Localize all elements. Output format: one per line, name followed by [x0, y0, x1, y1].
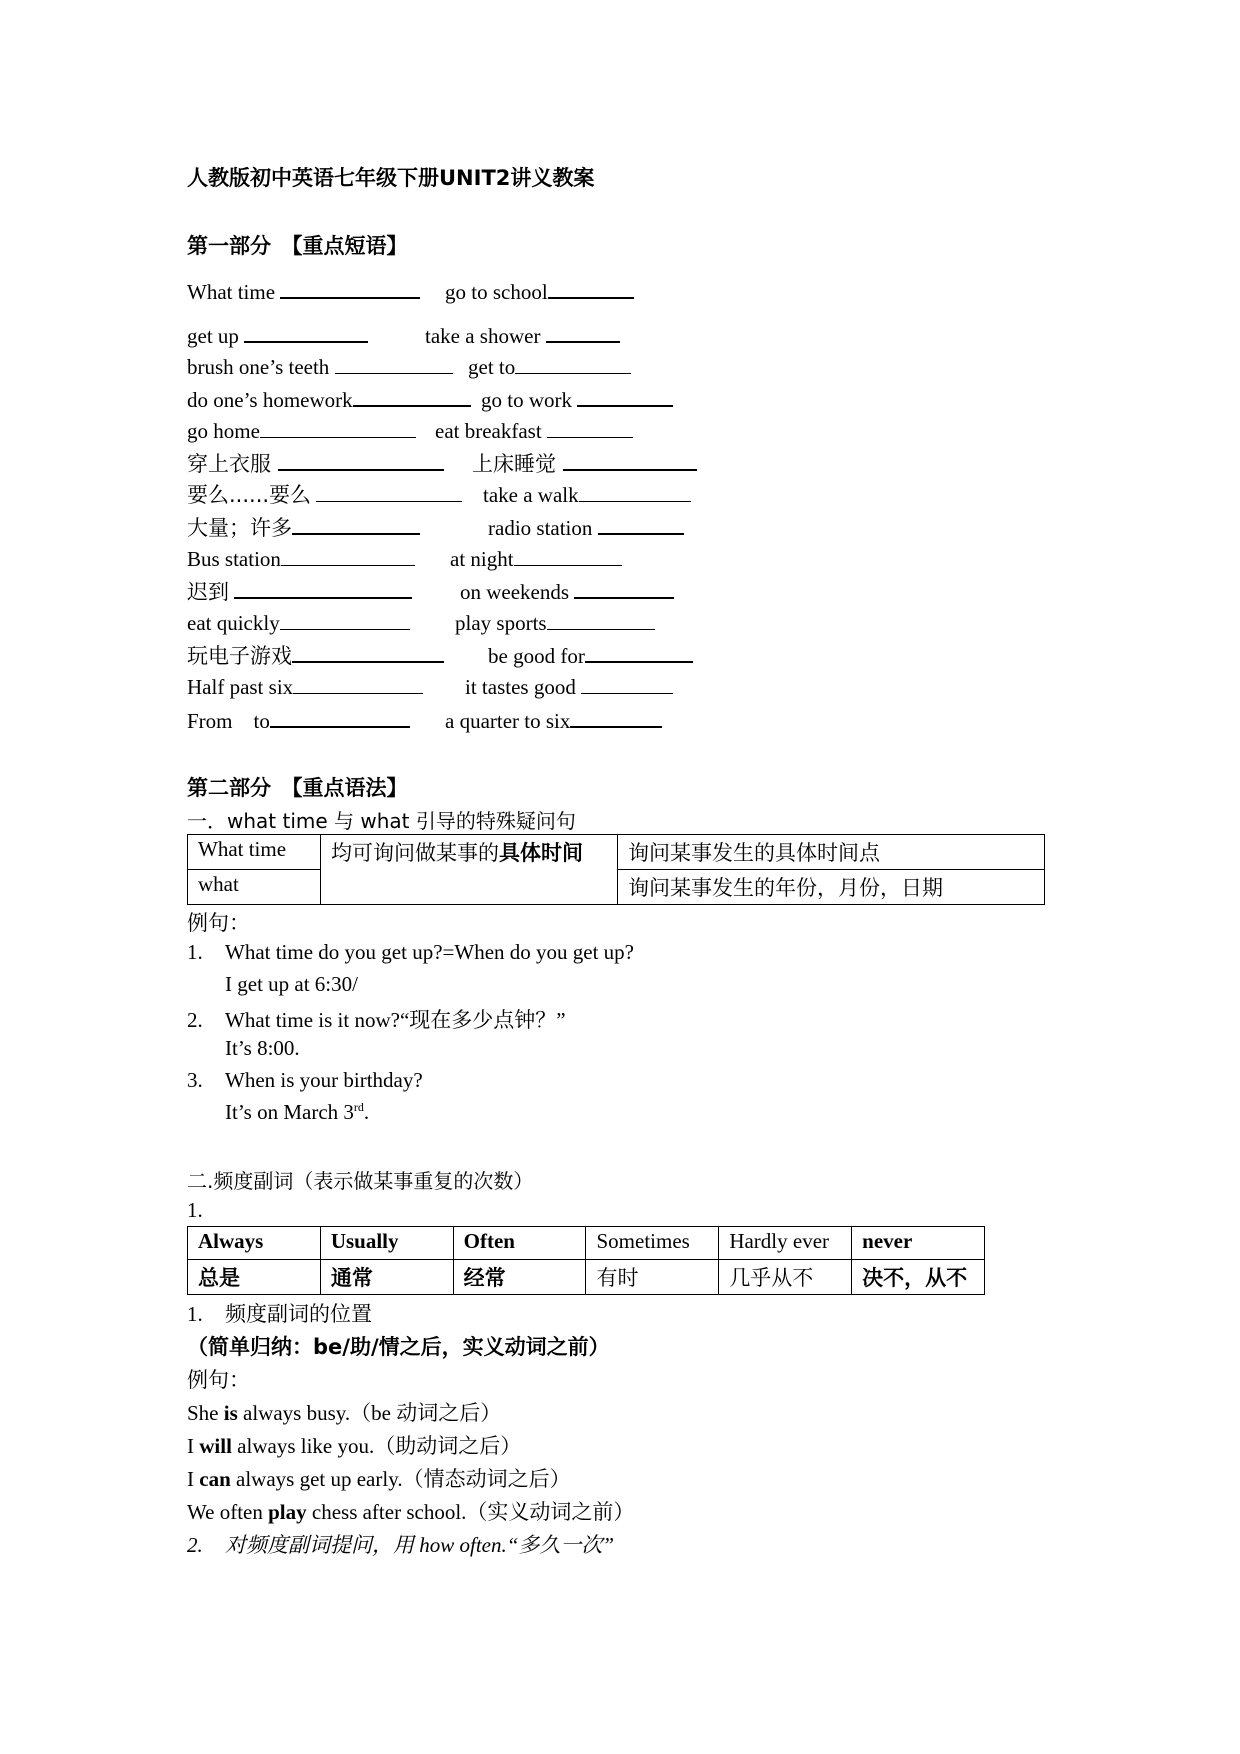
position-heading — [187, 1298, 372, 1328]
table-cell-en: Often — [453, 1227, 586, 1260]
example-question — [187, 1068, 423, 1093]
table-cell-en: never — [852, 1227, 985, 1260]
answer-blank[interactable] — [547, 610, 655, 630]
phrase-left: From to — [187, 709, 270, 733]
answer-blank[interactable] — [335, 354, 453, 374]
what-time-table — [187, 834, 1045, 905]
phrase-right: go to work — [481, 388, 572, 412]
answer-blank[interactable] — [260, 418, 416, 438]
answer-blank[interactable] — [316, 482, 462, 502]
example-sentence — [187, 1430, 521, 1460]
table-cell-en: Hardly ever — [719, 1227, 852, 1260]
ordinal-suffix: rd — [353, 1100, 364, 1114]
answer-text: It’s on March 3 — [225, 1100, 354, 1124]
answer-blank[interactable] — [293, 674, 423, 694]
table-cell-cn: 经常 — [453, 1260, 586, 1295]
how-often-note — [187, 1529, 614, 1559]
phrase-left: 玩电子游戏 — [187, 644, 292, 668]
phrase-left: What time — [187, 280, 276, 304]
page-title: 人教版初中英语七年级下册UNIT2讲义教案 — [187, 166, 595, 190]
phrase-left: 迟到 — [187, 580, 229, 604]
answer-blank[interactable] — [570, 707, 662, 728]
sentence-text: chess after school.（实义动词之前） — [306, 1500, 635, 1524]
part1-heading: 第一部分 【重点短语】 — [187, 234, 408, 258]
answer-blank[interactable] — [574, 578, 674, 599]
answer-blank[interactable] — [353, 386, 471, 407]
sentence-text: We often — [187, 1500, 269, 1524]
answer-blank[interactable] — [546, 322, 620, 343]
answer-blank[interactable] — [292, 514, 420, 535]
answer-blank[interactable] — [579, 482, 691, 502]
question-text: What time is it now?“现在多少点钟？” — [225, 1008, 566, 1032]
table-cell-en: Sometimes — [586, 1227, 719, 1260]
answer-blank[interactable] — [585, 642, 693, 663]
example-label: 例句： — [187, 1368, 250, 1392]
phrase-left: 穿上衣服 — [187, 452, 271, 476]
example-sentence — [187, 1397, 501, 1427]
phrase-row — [187, 514, 987, 544]
answer-blank[interactable] — [244, 322, 368, 343]
phrase-row — [187, 610, 987, 640]
question-text: What time do you get up?=When do you get up? — [225, 940, 634, 964]
phrase-left: eat quickly — [187, 611, 280, 635]
example-question — [187, 940, 634, 965]
phrase-left: 大量；许多 — [187, 516, 292, 540]
phrase-right: take a walk — [483, 483, 579, 507]
list-number: 1. — [187, 1198, 203, 1222]
phrase-row — [187, 386, 987, 416]
list-number: 1. — [187, 940, 203, 964]
list-number: 2. — [187, 1533, 203, 1557]
answer-blank[interactable] — [548, 278, 634, 299]
answer-blank[interactable] — [547, 418, 633, 438]
example-sentence — [187, 1496, 634, 1526]
phrase-row — [187, 707, 987, 737]
list-number: 3. — [187, 1068, 203, 1092]
cell-text: 均可询问做某事的 — [331, 841, 499, 865]
period: . — [363, 1100, 370, 1124]
phrase-right: on weekends — [460, 580, 570, 604]
phrase-row — [187, 322, 987, 352]
example-answer: I get up at 6:30/ — [225, 972, 358, 996]
phrase-left: brush one’s teeth — [187, 355, 330, 379]
cell-bold-text: 具体时间 — [499, 841, 583, 865]
phrase-row — [187, 642, 987, 672]
sentence-text: always get up early.（情态动词之后） — [230, 1467, 571, 1491]
sentence-text: I — [187, 1467, 200, 1491]
sentence-verb: play — [268, 1500, 307, 1524]
table-cell-cn: 几乎从不 — [719, 1260, 852, 1295]
answer-blank[interactable] — [577, 386, 673, 407]
position-title: 频度副词的位置 — [225, 1302, 372, 1326]
phrase-right: it tastes good — [465, 675, 576, 699]
phrase-left: Bus station — [187, 547, 281, 571]
phrase-left: 要么......要么 — [187, 483, 312, 507]
answer-blank[interactable] — [270, 707, 410, 728]
list-number: 2. — [187, 1008, 203, 1032]
phrase-left: Half past six — [187, 675, 294, 699]
example-sentence — [187, 1463, 571, 1493]
sentence-verb: will — [199, 1434, 232, 1458]
table-cell: what — [188, 870, 321, 905]
grammar-subtitle-2: 二.频度副词（表示做某事重复的次数） — [187, 1169, 534, 1193]
answer-blank[interactable] — [280, 610, 410, 630]
question-text: When is your birthday? — [225, 1068, 423, 1092]
phrase-right: get to — [468, 355, 516, 379]
answer-blank[interactable] — [563, 450, 697, 471]
table-cell — [321, 835, 618, 905]
table-cell: 询问某事发生的具体时间点 — [618, 835, 1045, 870]
example-label: 例句： — [187, 911, 250, 935]
phrase-right: 上床睡觉 — [472, 452, 556, 476]
phrase-row — [187, 354, 987, 384]
sentence-text: I — [187, 1434, 200, 1458]
phrase-right: be good for — [488, 644, 585, 668]
example-question — [187, 1004, 566, 1034]
phrase-right: play sports — [455, 611, 547, 635]
grammar-subtitle-1: 一．what time 与 what 引导的特殊疑问句 — [187, 809, 576, 833]
example-answer: It’s 8:00. — [225, 1036, 300, 1060]
table-cell-cn: 通常 — [320, 1260, 453, 1295]
answer-blank[interactable] — [581, 674, 673, 694]
example-answer — [225, 1100, 369, 1125]
sentence-text: always like you.（助动词之后） — [231, 1434, 522, 1458]
phrase-row — [187, 278, 987, 308]
phrase-left: do one’s homework — [187, 388, 353, 412]
answer-blank[interactable] — [598, 514, 684, 535]
sentence-verb: is — [223, 1401, 238, 1425]
answer-blank[interactable] — [514, 546, 622, 566]
phrase-row — [187, 450, 987, 480]
answer-blank[interactable] — [234, 578, 412, 599]
note-text: 对频度副词提问，用 how often.“多久一次” — [225, 1533, 615, 1557]
table-cell: What time — [188, 835, 321, 870]
answer-blank[interactable] — [280, 278, 420, 299]
answer-blank[interactable] — [278, 450, 444, 471]
part2-heading: 第二部分 【重点语法】 — [187, 776, 408, 800]
phrase-right: radio station — [488, 516, 593, 540]
phrase-row — [187, 418, 987, 448]
answer-blank[interactable] — [281, 546, 415, 566]
table-cell-en: Usually — [320, 1227, 453, 1260]
sentence-text: always busy.（be 动词之后） — [237, 1401, 502, 1425]
phrase-row — [187, 482, 987, 512]
phrase-row — [187, 546, 987, 576]
table-cell-cn: 决不，从不 — [852, 1260, 985, 1295]
phrase-right: eat breakfast — [435, 419, 542, 443]
answer-blank[interactable] — [515, 354, 631, 374]
phrase-row — [187, 578, 987, 608]
table-cell-en: Always — [188, 1227, 321, 1260]
list-number: 1. — [187, 1302, 203, 1326]
table-cell-cn: 有时 — [586, 1260, 719, 1295]
table-cell: 询问某事发生的年份，月份，日期 — [618, 870, 1045, 905]
frequency-adverb-table — [187, 1226, 985, 1295]
phrase-right: take a shower — [425, 324, 541, 348]
phrase-right: at night — [450, 547, 514, 571]
phrase-row — [187, 674, 987, 704]
answer-blank[interactable] — [292, 642, 444, 663]
phrase-right: a quarter to six — [445, 709, 571, 733]
phrase-right: go to school — [445, 280, 548, 304]
table-cell-cn: 总是 — [188, 1260, 321, 1295]
phrase-left: get up — [187, 324, 239, 348]
sentence-text: She — [187, 1401, 224, 1425]
phrase-left: go home — [187, 419, 260, 443]
sentence-verb: can — [199, 1467, 231, 1491]
position-rule: （简单归纳：be/助/情之后，实义动词之前） — [187, 1335, 610, 1359]
